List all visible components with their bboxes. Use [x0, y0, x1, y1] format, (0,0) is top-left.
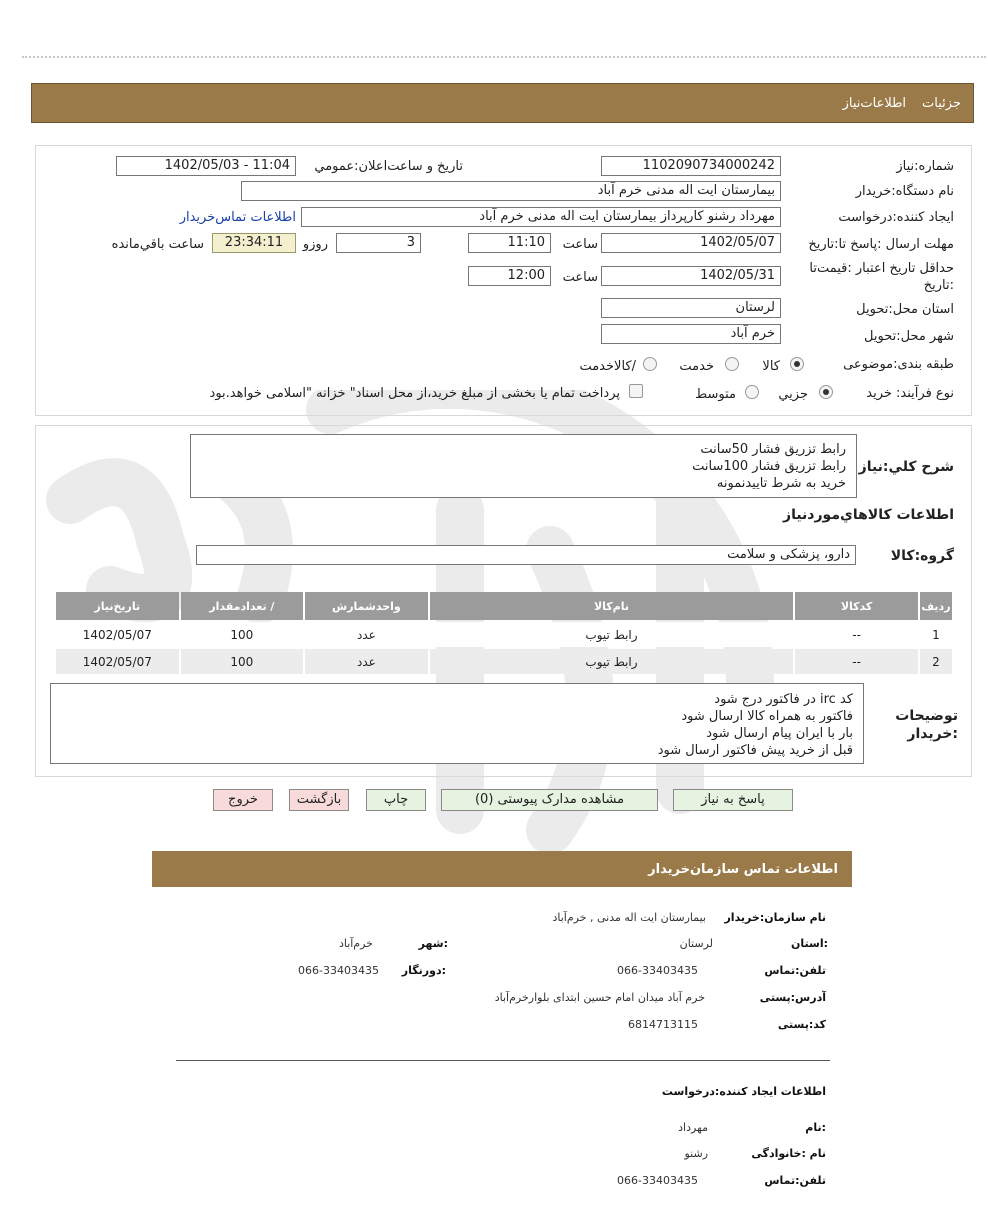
city-label: شهر محل:تحویل: [864, 329, 954, 344]
cell-unit: عدد: [305, 649, 428, 674]
deadline-date-field: 1402/05/07: [601, 233, 781, 253]
col-code: کدکالا: [795, 592, 918, 620]
cell-date: 1402/05/07: [56, 622, 179, 647]
contact-address-label: آدرس:پستی: [759, 991, 826, 1004]
category-service-label: خدمت: [679, 359, 714, 374]
goods-table: [54, 590, 954, 676]
col-unit: واحدشمارش: [305, 592, 428, 620]
contact-fax-value: 066-33403435: [298, 964, 379, 977]
buyer-contact-link[interactable]: اطلاعات تماس‌خریدار: [179, 210, 296, 225]
summary-line-2: رابط تزریق فشار 100سانت: [692, 459, 846, 474]
creator-phone-value: 066-33403435: [617, 1174, 698, 1187]
contact-org-label: نام سازمان:خریدار: [724, 911, 826, 924]
process-label: نوع فرآیند: خرید: [866, 386, 954, 401]
summary-text: [190, 434, 857, 498]
category-label: طبقه بندی:موضوعی: [843, 357, 954, 372]
cell-qty: 100: [181, 649, 304, 674]
announce-label: تاریخ و ساعت‌اعلان:عمومي: [314, 159, 463, 174]
category-radio-service[interactable]: [725, 357, 739, 371]
contact-org-value: بیمارستان ایت اله مدنی , خرم‌آباد: [552, 911, 706, 924]
contact-fax-label: :دورنگار: [401, 964, 446, 977]
buyer-notes-label-2: :خریدار: [907, 726, 958, 742]
validity-date-field: 1402/05/31: [601, 266, 781, 286]
process-medium-label: متوسط: [695, 387, 736, 402]
contact-city-label: :شهر: [418, 937, 448, 950]
col-date: تاریخ‌نیاز: [56, 592, 179, 620]
buyer-org-field: بیمارستان ایت اله مدنی خرم آباد: [241, 181, 781, 201]
province-label: استان محل:تحویل: [856, 302, 954, 317]
contact-address-value: خرم آباد میدان امام حسین ابتدای بلوارخرم‌آباد: [494, 991, 705, 1004]
cell-date: 1402/05/07: [56, 649, 179, 674]
deadline-hour-label: ساعت: [562, 237, 598, 252]
goods-group-field: دارو، پزشکی و سلامت: [196, 545, 856, 565]
contact-phone-value: 066-33403435: [617, 964, 698, 977]
treasury-payment-note: پرداخت تمام یا بخشی از مبلغ خرید،از محل اسناد" خزانه "اسلامی خواهد.بود: [209, 386, 620, 401]
contact-postal-value: 6814713115: [628, 1018, 698, 1031]
summary-line-1: رابط تزریق فشار 50سانت: [700, 442, 846, 457]
process-minor-label: جزیي: [778, 387, 808, 402]
cell-qty: 100: [181, 622, 304, 647]
col-qty: / تعدادمقدار: [181, 592, 304, 620]
creator-name-label: :نام: [805, 1121, 826, 1134]
cell-code: --: [795, 649, 918, 674]
creator-name-value: مهرداد: [678, 1121, 708, 1134]
announce-field: 1402/05/03 - 11:04: [116, 156, 296, 176]
cell-unit: عدد: [305, 622, 428, 647]
province-field: لرستان: [601, 298, 781, 318]
cell-name: رابط تیوب: [430, 622, 794, 647]
cell-name: رابط تیوب: [430, 649, 794, 674]
tab-need-info[interactable]: اطلاعات‌نیاز: [842, 95, 907, 111]
contact-province-label: :استان: [791, 937, 828, 950]
top-divider: [22, 56, 986, 58]
creator-field: مهرداد رشنو کارپرداز بیمارستان ایت اله مدنی خرم آباد: [301, 207, 781, 227]
deadline-time-field: 11:10: [468, 233, 551, 253]
goods-table-header: [56, 592, 952, 620]
page-header: [31, 83, 974, 123]
cell-row: 2: [920, 649, 952, 674]
validity-label-1: حداقل تاریخ اعتبار :قیمت‌تا: [809, 261, 954, 276]
cell-row: 1: [920, 622, 952, 647]
category-radio-goods-service[interactable]: [643, 357, 657, 371]
buyer-notes-text: [50, 683, 864, 764]
creator-phone-label: تلفن:تماس: [764, 1174, 826, 1187]
days-field: 3: [336, 233, 421, 253]
need-number-label: شماره:نیاز: [896, 159, 954, 174]
city-field: خرم آباد: [601, 324, 781, 344]
category-goods-label: کالا: [762, 359, 780, 374]
table-row: [56, 622, 952, 647]
remaining-time-field: 23:34:11: [212, 233, 296, 253]
creator-family-label: نام :خانوادگی: [751, 1147, 826, 1160]
summary-line-3: خرید به شرط تاییدنمونه: [716, 476, 846, 491]
goods-info-title: اطلاعات کالاهاي‌موردنياز: [783, 507, 954, 523]
summary-label: شرح کلي:نياز: [858, 459, 954, 475]
remaining-label: ساعت باقي‌مانده: [111, 237, 204, 252]
validity-time-field: 12:00: [468, 266, 551, 286]
col-row: ردیف: [920, 592, 952, 620]
creator-label: ایجاد کننده:درخواست: [838, 210, 954, 225]
buyer-note-line-1: کد irc در فاکتور درج شود: [714, 692, 853, 707]
cell-code: --: [795, 622, 918, 647]
reply-button[interactable]: پاسخ به نیاز: [673, 789, 793, 811]
days-label: روزو: [302, 237, 328, 252]
contact-divider: [176, 1060, 830, 1061]
need-number-field: 1102090734000242: [601, 156, 781, 176]
view-attachments-button[interactable]: مشاهده مدارک پیوستی (0): [441, 789, 658, 811]
table-row: [56, 649, 952, 674]
goods-group-label: گروه:کالا: [890, 548, 954, 564]
buyer-note-line-2: فاکتور به همراه کالا ارسال شود: [681, 709, 853, 724]
print-button[interactable]: چاپ: [366, 789, 426, 811]
buyer-notes-label-1: توضیحات: [895, 708, 958, 724]
contact-postal-label: کد:پستی: [777, 1018, 826, 1031]
exit-button[interactable]: خروج: [213, 789, 273, 811]
creator-family-value: رشنو: [684, 1147, 708, 1160]
validity-label-2: :تاریخ: [923, 278, 954, 293]
category-goods-service-label: /کالاخدمت: [579, 359, 636, 374]
treasury-payment-checkbox[interactable]: [629, 384, 643, 398]
buyer-note-line-3: بار با ایران پیام ارسال شود: [706, 726, 853, 741]
process-radio-minor[interactable]: [819, 385, 833, 399]
buyer-note-line-4: قبل از خرید پیش فاکتور ارسال شود: [657, 743, 853, 758]
back-button[interactable]: بازگشت: [289, 789, 349, 811]
col-name: نام‌کالا: [430, 592, 794, 620]
tab-details[interactable]: جزئیات: [922, 95, 961, 111]
buyer-org-label: نام دستگاه:خریدار: [855, 184, 954, 199]
contact-province-value: لرستان: [679, 937, 713, 950]
buyer-contact-header: اطلاعات تماس سازمان‌خریدار: [152, 851, 852, 887]
validity-hour-label: ساعت: [562, 270, 598, 285]
process-radio-medium[interactable]: [745, 385, 759, 399]
category-radio-goods[interactable]: [790, 357, 804, 371]
creator-info-title: اطلاعات ایجاد کننده:درخواست: [661, 1085, 826, 1098]
contact-city-value: خرم‌آباد: [338, 937, 373, 950]
deadline-label: مهلت ارسال :پاسخ تا:تاریخ: [808, 237, 954, 252]
contact-phone-label: تلفن:تماس: [764, 964, 826, 977]
